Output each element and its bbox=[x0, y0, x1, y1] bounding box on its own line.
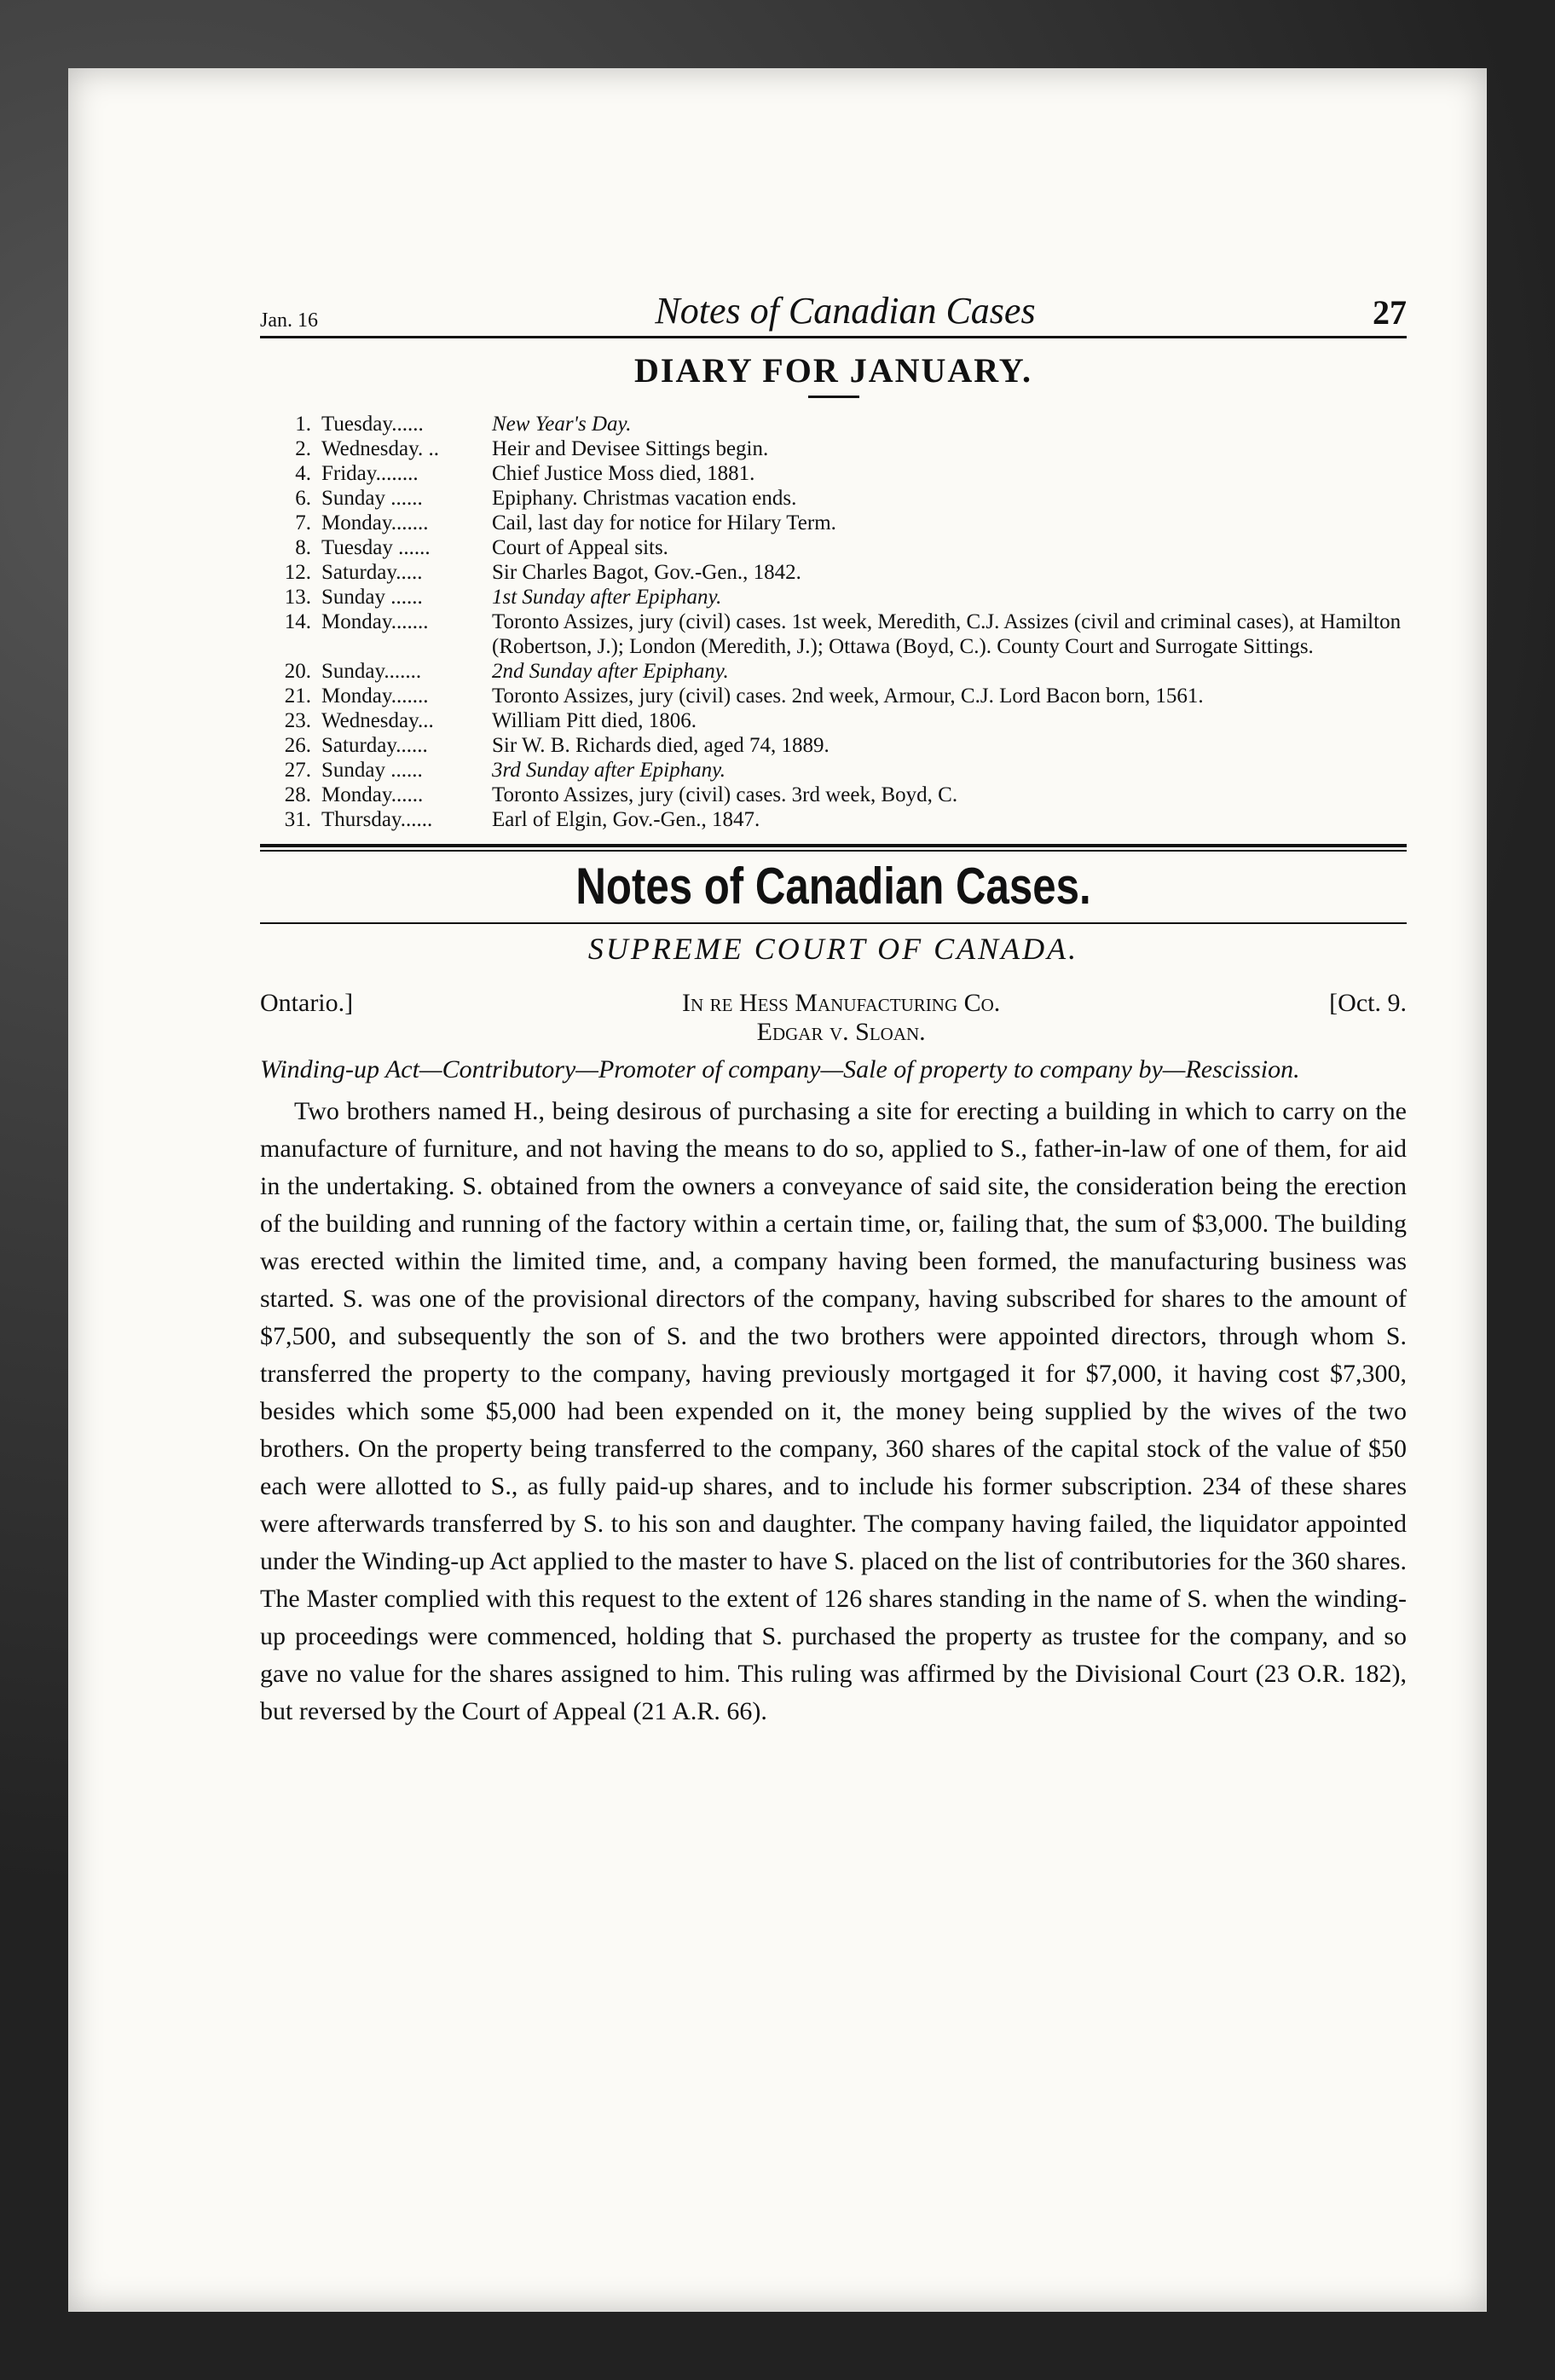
diary-entry bbox=[260, 461, 1407, 486]
diary-entry-text: Sir W. B. Richards died, aged 74, 1889. bbox=[492, 734, 830, 757]
page bbox=[68, 68, 1487, 2312]
diary-entry-text: Epiphany. Christmas vacation ends. bbox=[492, 487, 797, 510]
diary-entry-day: Wednesday... bbox=[321, 709, 434, 732]
diary-entry bbox=[260, 807, 1407, 832]
diary-entry-number: 4. bbox=[295, 462, 311, 485]
diary-entry-text: Toronto Assizes, jury (civil) cases. 2nd week, Armour, C.J. Lord Bacon born, 1561. bbox=[492, 685, 1204, 708]
case-name bbox=[682, 989, 1000, 1047]
diary-entry-day: Monday...... bbox=[321, 783, 424, 806]
diary-entry-text: Earl of Elgin, Gov.-Gen., 1847. bbox=[492, 808, 760, 831]
diary-entry-day: Sunday ...... bbox=[321, 487, 423, 510]
case-province: Ontario.] bbox=[260, 989, 354, 1017]
diary-entry bbox=[260, 609, 1407, 659]
diary-entry-number: 12. bbox=[284, 561, 311, 584]
running-head-date: Jan. 16 bbox=[260, 309, 318, 332]
diary-entry-number: 2. bbox=[295, 437, 311, 460]
diary-entry-number: 23. bbox=[284, 709, 311, 732]
section-rule bbox=[260, 922, 1407, 924]
diary-entry-number: 8. bbox=[295, 536, 311, 559]
diary-entry-text: Heir and Devisee Sittings begin. bbox=[492, 437, 769, 460]
diary-entry-day: Saturday..... bbox=[321, 561, 423, 584]
diary-entry-day: Monday....... bbox=[321, 610, 429, 633]
diary-entry-number: 1. bbox=[295, 413, 311, 436]
running-head-title: Notes of Canadian Cases bbox=[655, 290, 1036, 332]
running-head bbox=[260, 281, 1407, 338]
court-name: SUPREME COURT OF CANADA. bbox=[587, 932, 1079, 966]
diary-entry-number: 28. bbox=[284, 783, 311, 806]
diary-entry bbox=[260, 659, 1407, 684]
diary-entry-day: Sunday....... bbox=[321, 660, 422, 683]
diary-entry-number: 20. bbox=[284, 660, 311, 683]
page-content bbox=[260, 281, 1407, 1730]
diary-entry-number: 13. bbox=[284, 586, 311, 609]
diary-entry-number: 26. bbox=[284, 734, 311, 757]
diary-entry-day: Saturday...... bbox=[321, 734, 428, 757]
diary-entry-text: New Year's Day. bbox=[492, 413, 632, 436]
diary-entry-day: Sunday ...... bbox=[321, 586, 423, 609]
diary-title-rule bbox=[808, 396, 859, 398]
diary-entry-number: 14. bbox=[284, 610, 311, 633]
diary-entry-day: Friday........ bbox=[321, 462, 419, 485]
case-heading bbox=[260, 989, 1407, 1047]
page-number: 27 bbox=[1373, 293, 1407, 332]
diary-entry bbox=[260, 708, 1407, 733]
diary-entry-text: 3rd Sunday after Epiphany. bbox=[492, 759, 726, 782]
diary-entry-day: Sunday ...... bbox=[321, 759, 423, 782]
section-double-rule bbox=[260, 844, 1407, 852]
diary-list bbox=[260, 412, 1407, 832]
diary-entry-number: 27. bbox=[284, 759, 311, 782]
case-body: Two brothers named H., being desirous of purchasing a site for erecting a building in which to carry on the manufacture of furniture, and not having the means to do so, applied to S., father-in-law of one of them, for aid in the undertaking. S. obtained from the owners a conveyance of said site, the consideration being the erection of the building and running of the factory within a certain time, or, failing that, the sum of $3,000. The building was erected within the limited time, and, a company having been formed, the manufacturing business was started. S. was one of the provisional directors of the company, having subscribed for shares to the amount of $7,500, and subsequently the son of S. and the two brothers were appointed directors, through whom S. transferred the property to the company, having previously mortgaged it for $7,000, it having cost $7,300, besides which some $5,000 had been expended on it, the money being supplied by the wives of the two brothers. On the property being transferred to the company, 360 shares of the capital stock of the value of $50 each were allotted to S., as fully paid-up shares, and to include his former subscription. 234 of these shares were afterwards transferred by S. to his son and daughter. The company having failed, the liquidator appointed under the Winding-up Act applied to the master to have S. placed on the list of contributories for the 360 shares. The Master complied with this request to the extent of 126 shares standing in the name of S. when the winding-up proceedings were commenced, holding that S. purchased the property as trustee for the company, and so gave no value for the shares assigned to him. This ruling was affirmed by the Divisional Court (23 O.R. 182), but reversed by the Court of Appeal (21 A.R. 66). bbox=[260, 1097, 1407, 1725]
diary-entry-text: Court of Appeal sits. bbox=[492, 536, 668, 559]
diary-title: DIARY FOR JANUARY. bbox=[634, 351, 1032, 390]
diary-entry bbox=[260, 535, 1407, 560]
diary-entry-day: Tuesday ...... bbox=[321, 536, 431, 559]
diary-entry-text: Toronto Assizes, jury (civil) cases. 3rd week, Boyd, C. bbox=[492, 783, 958, 806]
diary-entry bbox=[260, 783, 1407, 807]
diary-entry bbox=[260, 733, 1407, 758]
diary-entry-day: Thursday...... bbox=[321, 808, 433, 831]
diary-entry bbox=[260, 684, 1407, 708]
diary-entry-text: Toronto Assizes, jury (civil) cases. 1st week, Meredith, C.J. Assizes (civil and criminal cases), at Hamilton (Robertson, J.); London (Meredith, J.); Ottawa (Boyd, C.). County Court and Surrogate Sittings. bbox=[492, 610, 1402, 658]
diary-entry bbox=[260, 511, 1407, 535]
diary-entry bbox=[260, 486, 1407, 511]
diary-entry-text: 1st Sunday after Epiphany. bbox=[492, 586, 722, 609]
diary-entry-text: Cail, last day for notice for Hilary Term. bbox=[492, 511, 836, 534]
case-name-line-2: Edgar v. Sloan. bbox=[756, 1018, 926, 1046]
case-headnote: Winding-up Act—Contributory—Promoter of company—Sale of property to company by—Rescission. bbox=[260, 1055, 1300, 1083]
diary-entry-number: 6. bbox=[295, 487, 311, 510]
diary-entry-day: Monday....... bbox=[321, 511, 429, 534]
diary-entry-day: Monday....... bbox=[321, 685, 429, 708]
diary-entry bbox=[260, 436, 1407, 461]
diary-entry bbox=[260, 560, 1407, 585]
diary-entry-day: Wednesday. .. bbox=[321, 437, 439, 460]
diary-entry-number: 21. bbox=[284, 685, 311, 708]
diary-entry bbox=[260, 758, 1407, 783]
diary-entry bbox=[260, 412, 1407, 436]
diary-entry-text: Sir Charles Bagot, Gov.-Gen., 1842. bbox=[492, 561, 801, 584]
diary-entry-text: 2nd Sunday after Epiphany. bbox=[492, 660, 729, 683]
case-name-line-1: In re Hess Manufacturing Co. bbox=[682, 989, 1001, 1017]
diary-entry-text: Chief Justice Moss died, 1881. bbox=[492, 462, 755, 485]
case-date: [Oct. 9. bbox=[1329, 989, 1407, 1017]
diary-entry-number: 31. bbox=[284, 808, 311, 831]
diary-entry-text: William Pitt died, 1806. bbox=[492, 709, 697, 732]
diary-entry bbox=[260, 585, 1407, 609]
diary-entry-day: Tuesday...... bbox=[321, 413, 424, 436]
diary-entry-number: 7. bbox=[295, 511, 311, 534]
section-title: Notes of Canadian Cases. bbox=[575, 858, 1091, 915]
